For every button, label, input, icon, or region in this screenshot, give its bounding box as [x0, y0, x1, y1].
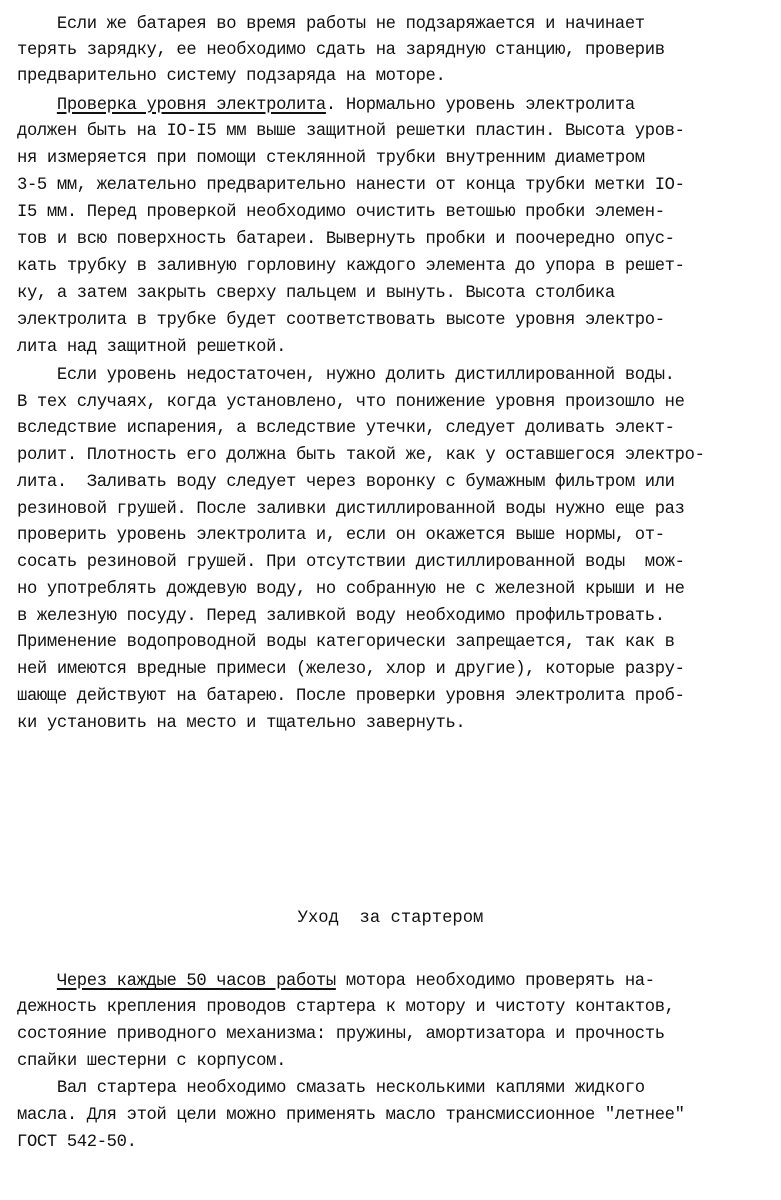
text-line: ГОСТ 542-50. [17, 1133, 137, 1152]
text-line: Вал стартера необходимо смазать несколькими каплями жидкого [17, 1079, 645, 1098]
indent [17, 972, 57, 991]
indent [17, 96, 57, 115]
text-line: I5 мм. Перед проверкой необходимо очистить ветошью пробки элемен- [17, 203, 665, 222]
text-line: состояние приводного механизма: пружины, амортизатора и прочность [17, 1025, 665, 1044]
text-line: масла. Для этой цели можно применять масло трансмиссионное "летнее" [17, 1106, 685, 1125]
text-line: ня измеряется при помощи стеклянной трубки внутренним диаметром [17, 149, 645, 168]
text-line: резиновой грушей. После заливки дистиллированной воды нужно еще раз [17, 500, 685, 519]
text-line: электролита в трубке будет соответствовать высоте уровня электро- [17, 311, 665, 330]
underlined-phrase: Проверка уровня электролита [56, 96, 326, 115]
text-line: В тех случаях, когда установлено, что понижение уровня произошло не [17, 393, 685, 412]
text-line: 3-5 мм, желательно предварительно нанести от конца трубки метки IO- [17, 176, 685, 195]
text-line: лита. Заливать воду следует через воронку с бумажным фильтром или [17, 473, 675, 492]
text-line: сосать резиновой грушей. При отсутствии дистиллированной воды мож- [17, 553, 685, 572]
text-line: Применение водопроводной воды категорически запрещается, так как в [17, 633, 675, 652]
text-line: терять зарядку, ее необходимо сдать на зарядную станцию, проверив [17, 41, 665, 60]
text-line: кать трубку в заливную горловину каждого элемента до упора в решет- [17, 257, 685, 276]
text-line: ролит. Плотность его должна быть такой же, как у оставшегося электро- [17, 446, 705, 465]
underlined-phrase: Через каждые 50 часов работы [56, 972, 336, 991]
text-line: лита над защитной решеткой. [17, 338, 287, 357]
text-line: Если же батарея во время работы не подзаряжается и начинает [17, 15, 645, 34]
text-fragment: . Нормально уровень электролита [325, 96, 635, 115]
text-line: ней имеются вредные примеси (железо, хлор и другие), которые разру- [17, 660, 685, 679]
text-line: тов и всю поверхность батареи. Вывернуть пробки и поочередно опус- [17, 230, 675, 249]
text-line [17, 93, 635, 119]
text-line: в железную посуду. Перед заливкой воду необходимо профильтровать. [17, 607, 665, 626]
text-line: проверить уровень электролита и, если он окажется выше нормы, от- [17, 526, 665, 545]
section-heading: Уход за стартером [297, 909, 484, 928]
text-line: ки установить на место и тщательно завернуть. [17, 714, 466, 733]
text-line: ку, а затем закрыть сверху пальцем и вынуть. Высота столбика [17, 284, 615, 303]
text-line: вследствие испарения, а вследствие утечки, следует доливать элект- [17, 419, 675, 438]
text-line: шающе действуют на батарею. После проверки уровня электролита проб- [17, 687, 685, 706]
text-line: дежность крепления проводов стартера к мотору и чистоту контактов, [17, 998, 675, 1017]
text-line [17, 969, 655, 995]
text-line: предварительно систему подзаряда на моторе. [17, 67, 446, 86]
text-line: но употреблять дождевую воду, но собранную не с железной крыши и не [17, 580, 685, 599]
text-line: спайки шестерни с корпусом. [17, 1052, 287, 1071]
text-fragment: мотора необходимо проверять на- [335, 972, 655, 991]
text-line: Если уровень недостаточен, нужно долить дистиллированной воды. [17, 366, 675, 385]
text-line: должен быть на IO-I5 мм выше защитной решетки пластин. Высота уров- [17, 122, 685, 141]
